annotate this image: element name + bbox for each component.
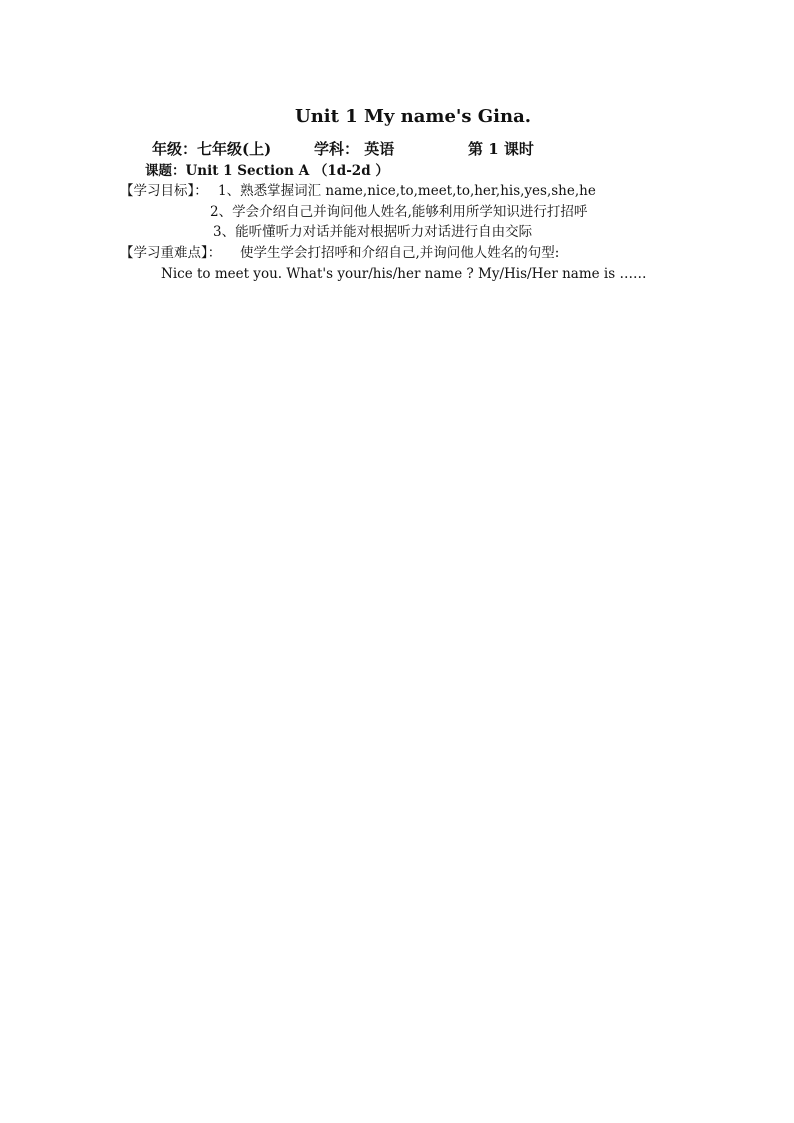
key-points-pattern: Nice to meet you. What's your/his/her name ? My/His/Her name is …… (161, 266, 647, 282)
goals-label: 【学习目标】： (120, 183, 208, 199)
page-title: Unit 1 My name's Gina. (295, 106, 532, 127)
grade-label: 年级：七年级(上) (152, 140, 272, 158)
goal-item: 2、学会介绍自己并询问他人姓名,能够利用所学知识进行打招呼 (210, 204, 588, 220)
topic: 课题：Unit 1 Section A （1d-2d ） (145, 163, 389, 179)
lesson-label: 第 1 课时 (468, 140, 534, 158)
subject-label: 学科： 英语 (314, 140, 395, 158)
key-points-text: 使学生学会打招呼和介绍自己,并询问他人姓名的句型: (240, 245, 560, 261)
goal-item: 3、能听懂听力对话并能对根据听力对话进行自由交际 (213, 224, 533, 240)
key-points-label: 【学习重难点】： (120, 245, 222, 261)
goal-item: 1、熟悉掌握词汇 name,nice,to,meet,to,her,his,yes,she,he (218, 183, 596, 199)
